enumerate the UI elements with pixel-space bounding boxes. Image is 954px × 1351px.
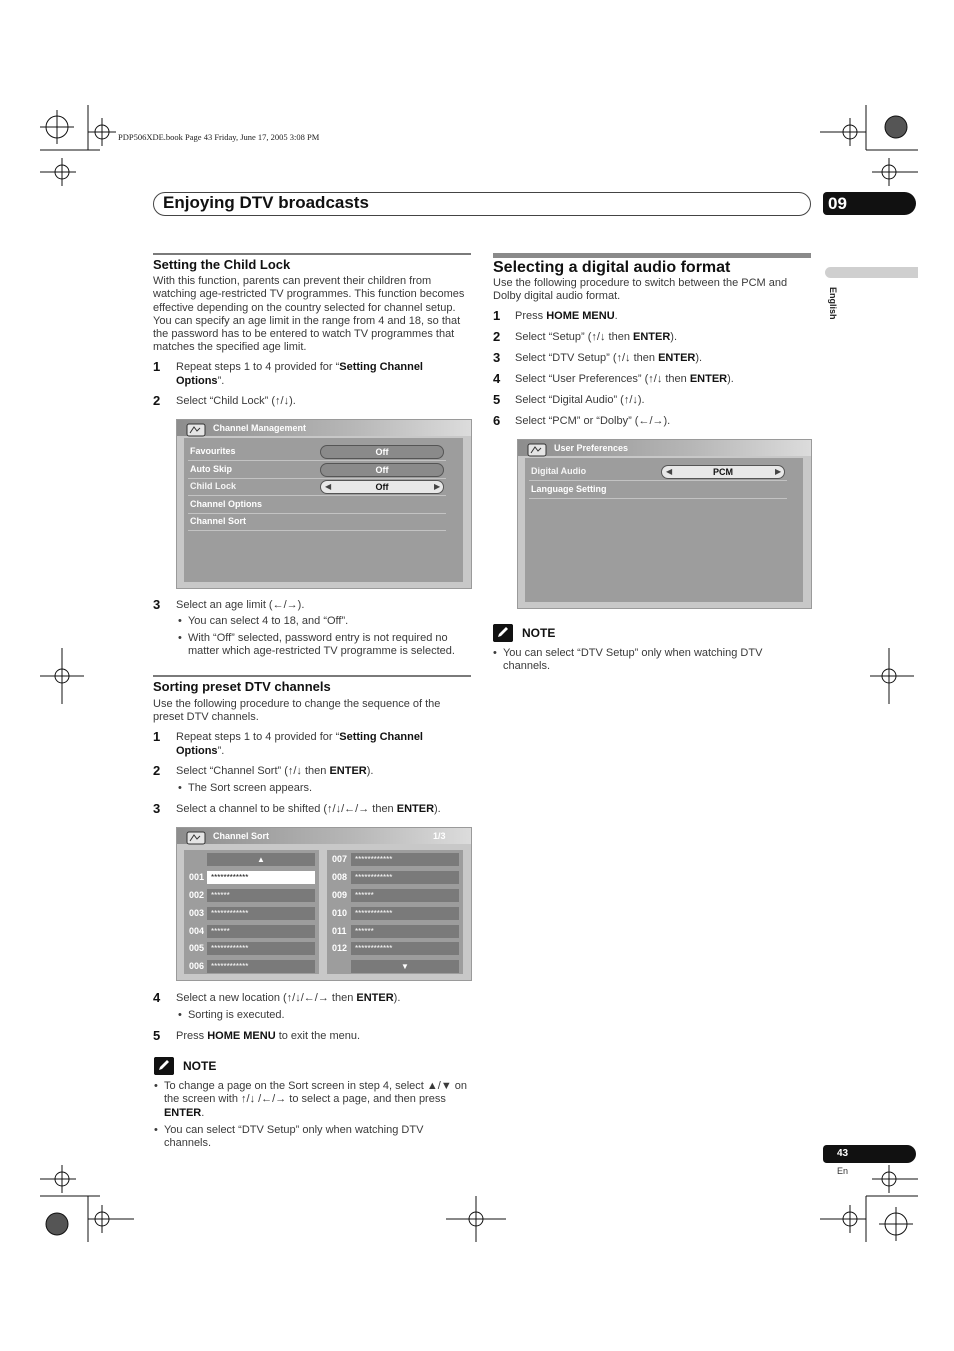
channel-number: 011 [332,926,347,936]
menu-label: Channel Options [190,499,262,509]
step-text: Select “User Preferences” (↑/↓ then ENTER). [515,373,734,385]
child-lock-title: Setting the Child Lock [153,257,291,272]
menu-row-digital-audio[interactable] [529,463,787,481]
scroll-up-button[interactable]: ▲ [207,853,315,866]
bullet-item: • You can select 4 to 18, and “Off”. [178,615,349,627]
chapter-title: Enjoying DTV broadcasts [163,193,369,212]
step-text: Select a new location (↑/↓/←/→ then ENTER). [176,992,401,1004]
step-number: 1 [153,359,161,374]
step-number: 2 [493,329,501,344]
sorting-intro: Use the following procedure to change the sequence of the preset DTV channels. [153,698,441,724]
step-number: 4 [493,371,501,386]
menu-row-language-setting[interactable] [529,481,787,499]
screen-body [184,438,463,582]
section-rule [493,253,811,258]
child-lock-intro: With this function, parents can prevent their children from watching age-restricted TV programmes. This function becomes effective depending on the country selected for channel setup. You can specify an age limit in the range from 4 and 18, so that the password has to be entered to watch TV programmes that matches the specified age limit. [153,275,465,354]
screen-title: Channel Management [213,423,307,433]
channel-number: 006 [189,961,205,971]
menu-label: Favourites [190,446,236,456]
screen-body [525,458,803,602]
step-number: 1 [153,729,161,744]
menu-row-favourites[interactable] [188,443,446,461]
step-text: Select “DTV Setup” (↑/↓ then ENTER). [515,352,703,364]
step-number: 6 [493,413,501,428]
section-rule [153,253,471,255]
channel-number: 008 [332,872,348,882]
channel-slot[interactable]: ****** [351,889,459,902]
channel-number: 004 [189,926,205,936]
print-info: PDP506XDE.book Page 43 Friday, June 17, 2005 3:08 PM [118,132,320,142]
channel-slot[interactable]: ************ [207,960,315,973]
step-number: 1 [493,308,501,323]
screen-titlebar [518,440,811,456]
language-tab [825,267,918,278]
selected-value-pill[interactable]: Off [320,480,444,494]
step-text: Select “Setup” (↑/↓ then ENTER). [515,331,678,343]
menu-row-auto-skip[interactable] [188,461,446,479]
menu-label: Language Setting [531,484,607,494]
channel-slot[interactable]: ************ [207,907,315,920]
value-pill: Off [320,463,444,477]
step-text: Select “Channel Sort” (↑/↓ then ENTER). [176,765,374,777]
value-pill: Off [320,445,444,459]
step-text: Press HOME MENU. [515,310,618,322]
left-arrow-icon[interactable]: ◀ [666,467,673,476]
user-preferences-screen [517,439,812,609]
step-number: 2 [153,763,161,778]
channel-slot[interactable]: ************ [351,907,459,920]
step-number: 5 [493,392,501,407]
step-number: 2 [153,393,161,408]
note-label: NOTE [183,1059,217,1073]
step-text: Select a channel to be shifted (↑/↓/←/→ then ENTER). [176,803,441,815]
bullet-item: • Sorting is executed. [178,1009,285,1021]
page-number: 43 [823,1145,916,1163]
tv-icon [526,442,548,458]
channel-sort-screen [176,827,472,981]
menu-row-channel-sort[interactable] [188,513,446,531]
audio-title: Selecting a digital audio format [493,259,731,276]
step-text: Press HOME MENU to exit the menu. [176,1030,361,1042]
step-number: 3 [153,801,161,816]
note-item: • To change a page on the Sort screen in step 4, select ▲/▼ on the screen with ↑/↓ /←/→ to select a page, and then press ENTER. [154,1080,468,1119]
channel-number: 003 [189,908,205,918]
chapter-number: 09 [823,192,916,215]
step-text: Repeat steps 1 to 4 provided for “Setting Channel Options”. [176,731,423,757]
channel-number: 007 [332,854,348,864]
bullet-item: • The Sort screen appears. [178,782,313,794]
menu-label: Auto Skip [190,464,232,474]
screen-titlebar [177,420,471,436]
step-text: Select an age limit (←/→). [176,599,305,611]
note-label: NOTE [522,626,556,640]
language-label: English [828,287,838,320]
screen-titlebar [177,828,471,844]
sort-right-panel [327,850,463,974]
step-text: Select “Child Lock” (↑/↓). [176,395,296,407]
step-number: 5 [153,1028,161,1043]
right-arrow-icon[interactable]: ▶ [775,467,782,476]
sort-left-panel [184,850,319,974]
note-item: • You can select “DTV Setup” only when watching DTV channels. [154,1124,424,1150]
channel-slot[interactable]: ****** [207,925,315,938]
channel-slot[interactable]: ****** [351,925,459,938]
channel-slot[interactable]: ************ [351,871,459,884]
menu-label: Child Lock [190,481,237,491]
step-number: 3 [493,350,501,365]
audio-intro: Use the following procedure to switch between the PCM and Dolby digital audio format. [493,277,788,303]
section-rule [153,675,471,677]
channel-slot[interactable]: ************ [351,942,459,955]
channel-slot-selected[interactable]: ************ [207,871,315,884]
channel-number: 010 [332,908,348,918]
step-number: 3 [153,597,161,612]
channel-number: 009 [332,890,348,900]
note-item: • You can select “DTV Setup” only when watching DTV channels. [493,647,763,673]
sorting-title: Sorting preset DTV channels [153,679,331,694]
channel-number: 002 [189,890,205,900]
tv-icon [185,830,207,846]
page-language: En [837,1166,849,1176]
step-number: 4 [153,990,161,1005]
page-indicator: 1/3 [433,831,446,841]
step-text: Select “Digital Audio” (↑/↓). [515,394,645,406]
channel-slot[interactable]: ************ [351,853,459,866]
menu-row-child-lock[interactable] [188,478,446,496]
channel-management-screen [176,419,472,589]
channel-slot[interactable]: ****** [207,889,315,902]
channel-number: 012 [332,943,348,953]
screen-title: User Preferences [554,443,629,453]
right-arrow-icon[interactable]: ▶ [434,482,441,491]
tv-icon [185,422,207,438]
bullet-item: • With “Off” selected, password entry is not required no matter which age-restricted TV programme is selected. [178,632,455,658]
note-pencil-icon [154,1057,174,1075]
menu-label: Digital Audio [531,466,587,476]
menu-row-channel-options[interactable] [188,496,446,514]
channel-number: 005 [189,943,205,953]
selected-value-pill[interactable]: PCM [661,465,785,479]
note-pencil-icon [493,624,513,642]
menu-label: Channel Sort [190,516,247,526]
step-text: Select “PCM” or “Dolby” (←/→). [515,415,671,427]
screen-title: Channel Sort [213,831,270,841]
channel-number: 001 [189,872,205,882]
step-text: Repeat steps 1 to 4 provided for “Setting Channel Options”. [176,361,423,387]
left-arrow-icon[interactable]: ◀ [325,482,332,491]
scroll-down-button[interactable]: ▼ [351,960,459,973]
channel-slot[interactable]: ************ [207,942,315,955]
